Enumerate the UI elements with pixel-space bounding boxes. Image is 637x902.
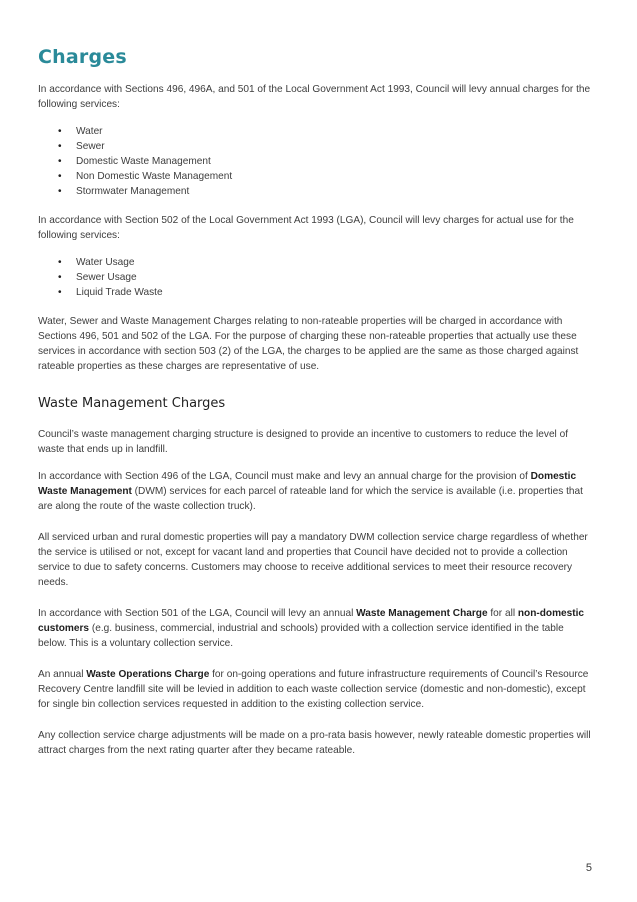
bold-term-waste-management-charge: Waste Management Charge — [356, 608, 488, 619]
waste-management-heading: Waste Management Charges — [38, 396, 226, 411]
waste-paragraph-2 — [38, 469, 594, 514]
waste-paragraph-3: All serviced urban and rural domestic properties will pay a mandatory DWM collection service charge regardless of whether the service is utilised or not, except for vacant land and properties that Council have decided not to provide a collection service to due to safety concerns. Customers may choose to receive additional services to meet their resource recovery needs. — [38, 532, 588, 588]
list-item: • Water — [38, 124, 594, 139]
non-rateable-paragraph: Water, Sewer and Waste Management Charges relating to non-rateable properties will be charged in accordance with Sections 496, 501 and 502 of the LGA. For the purpose of charging these non-rateable properties that actually use these services in accordance with section 503 (2) of the LGA, the charges to be applied are the same as those charged against rateable properties as these charges are representative of use. — [38, 316, 579, 372]
waste-paragraph-6: Any collection service charge adjustments will be made on a pro-rata basis however, newly rateable domestic properties will attract charges from the next rating quarter after they became rateable. — [38, 730, 591, 756]
page-number: 5 — [585, 862, 592, 874]
waste-paragraph-1: Council’s waste management charging structure is designed to provide an incentive to customers to reduce the level of waste that ends up in landfill. — [38, 429, 569, 455]
bold-term-non-domestic-customers: non-domestic customers — [38, 608, 585, 634]
list-item: • Non Domestic Waste Management — [38, 169, 594, 184]
document-page — [38, 46, 594, 770]
waste-paragraph-4 — [38, 606, 594, 651]
waste-paragraph-5 — [38, 667, 594, 712]
text-run: In accordance with Section 501 of the LGA, Council will levy an annual — [38, 608, 357, 619]
charges-intro: In accordance with Sections 496, 496A, and 501 of the Local Government Act 1993, Council will levy annual charges for the following services: — [38, 84, 591, 110]
text-run: (DWM) services for each parcel of rateable land for which the service is available (i.e. properties that are along the route of the waste collection truck). — [38, 486, 583, 512]
bold-term-dwm: Domestic Waste Management — [38, 471, 577, 497]
charges-heading: Charges — [38, 46, 127, 68]
list-item: • Liquid Trade Waste — [38, 285, 594, 300]
actual-use-services-list — [38, 255, 594, 300]
text-run: for all — [487, 608, 518, 619]
list-item: • Stormwater Management — [38, 184, 594, 199]
text-run: In accordance with Section 496 of the LGA, Council must make and levy an annual charge for the provision of — [38, 471, 531, 482]
list-item: • Sewer — [38, 139, 594, 154]
list-item: • Sewer Usage — [38, 270, 594, 285]
text-run: (e.g. business, commercial, industrial and schools) provided with a collection service identified in the table below. This is a voluntary collection service. — [38, 623, 564, 649]
text-run: An annual — [38, 669, 87, 680]
list-item: • Water Usage — [38, 255, 594, 270]
list-item: • Domestic Waste Management — [38, 154, 594, 169]
actual-use-intro: In accordance with Section 502 of the Local Government Act 1993 (LGA), Council will levy charges for actual use for the following services: — [38, 215, 574, 241]
annual-services-list — [38, 124, 594, 199]
bold-term-waste-operations-charge: Waste Operations Charge — [86, 669, 210, 680]
text-run: for on-going operations and future infrastructure requirements of Council’s Resource Recovery Centre landfill site will be levied in addition to each waste collection service (domestic and non-domestic), except for single bin collection services requested in addition to the existing collection service. — [38, 669, 589, 710]
